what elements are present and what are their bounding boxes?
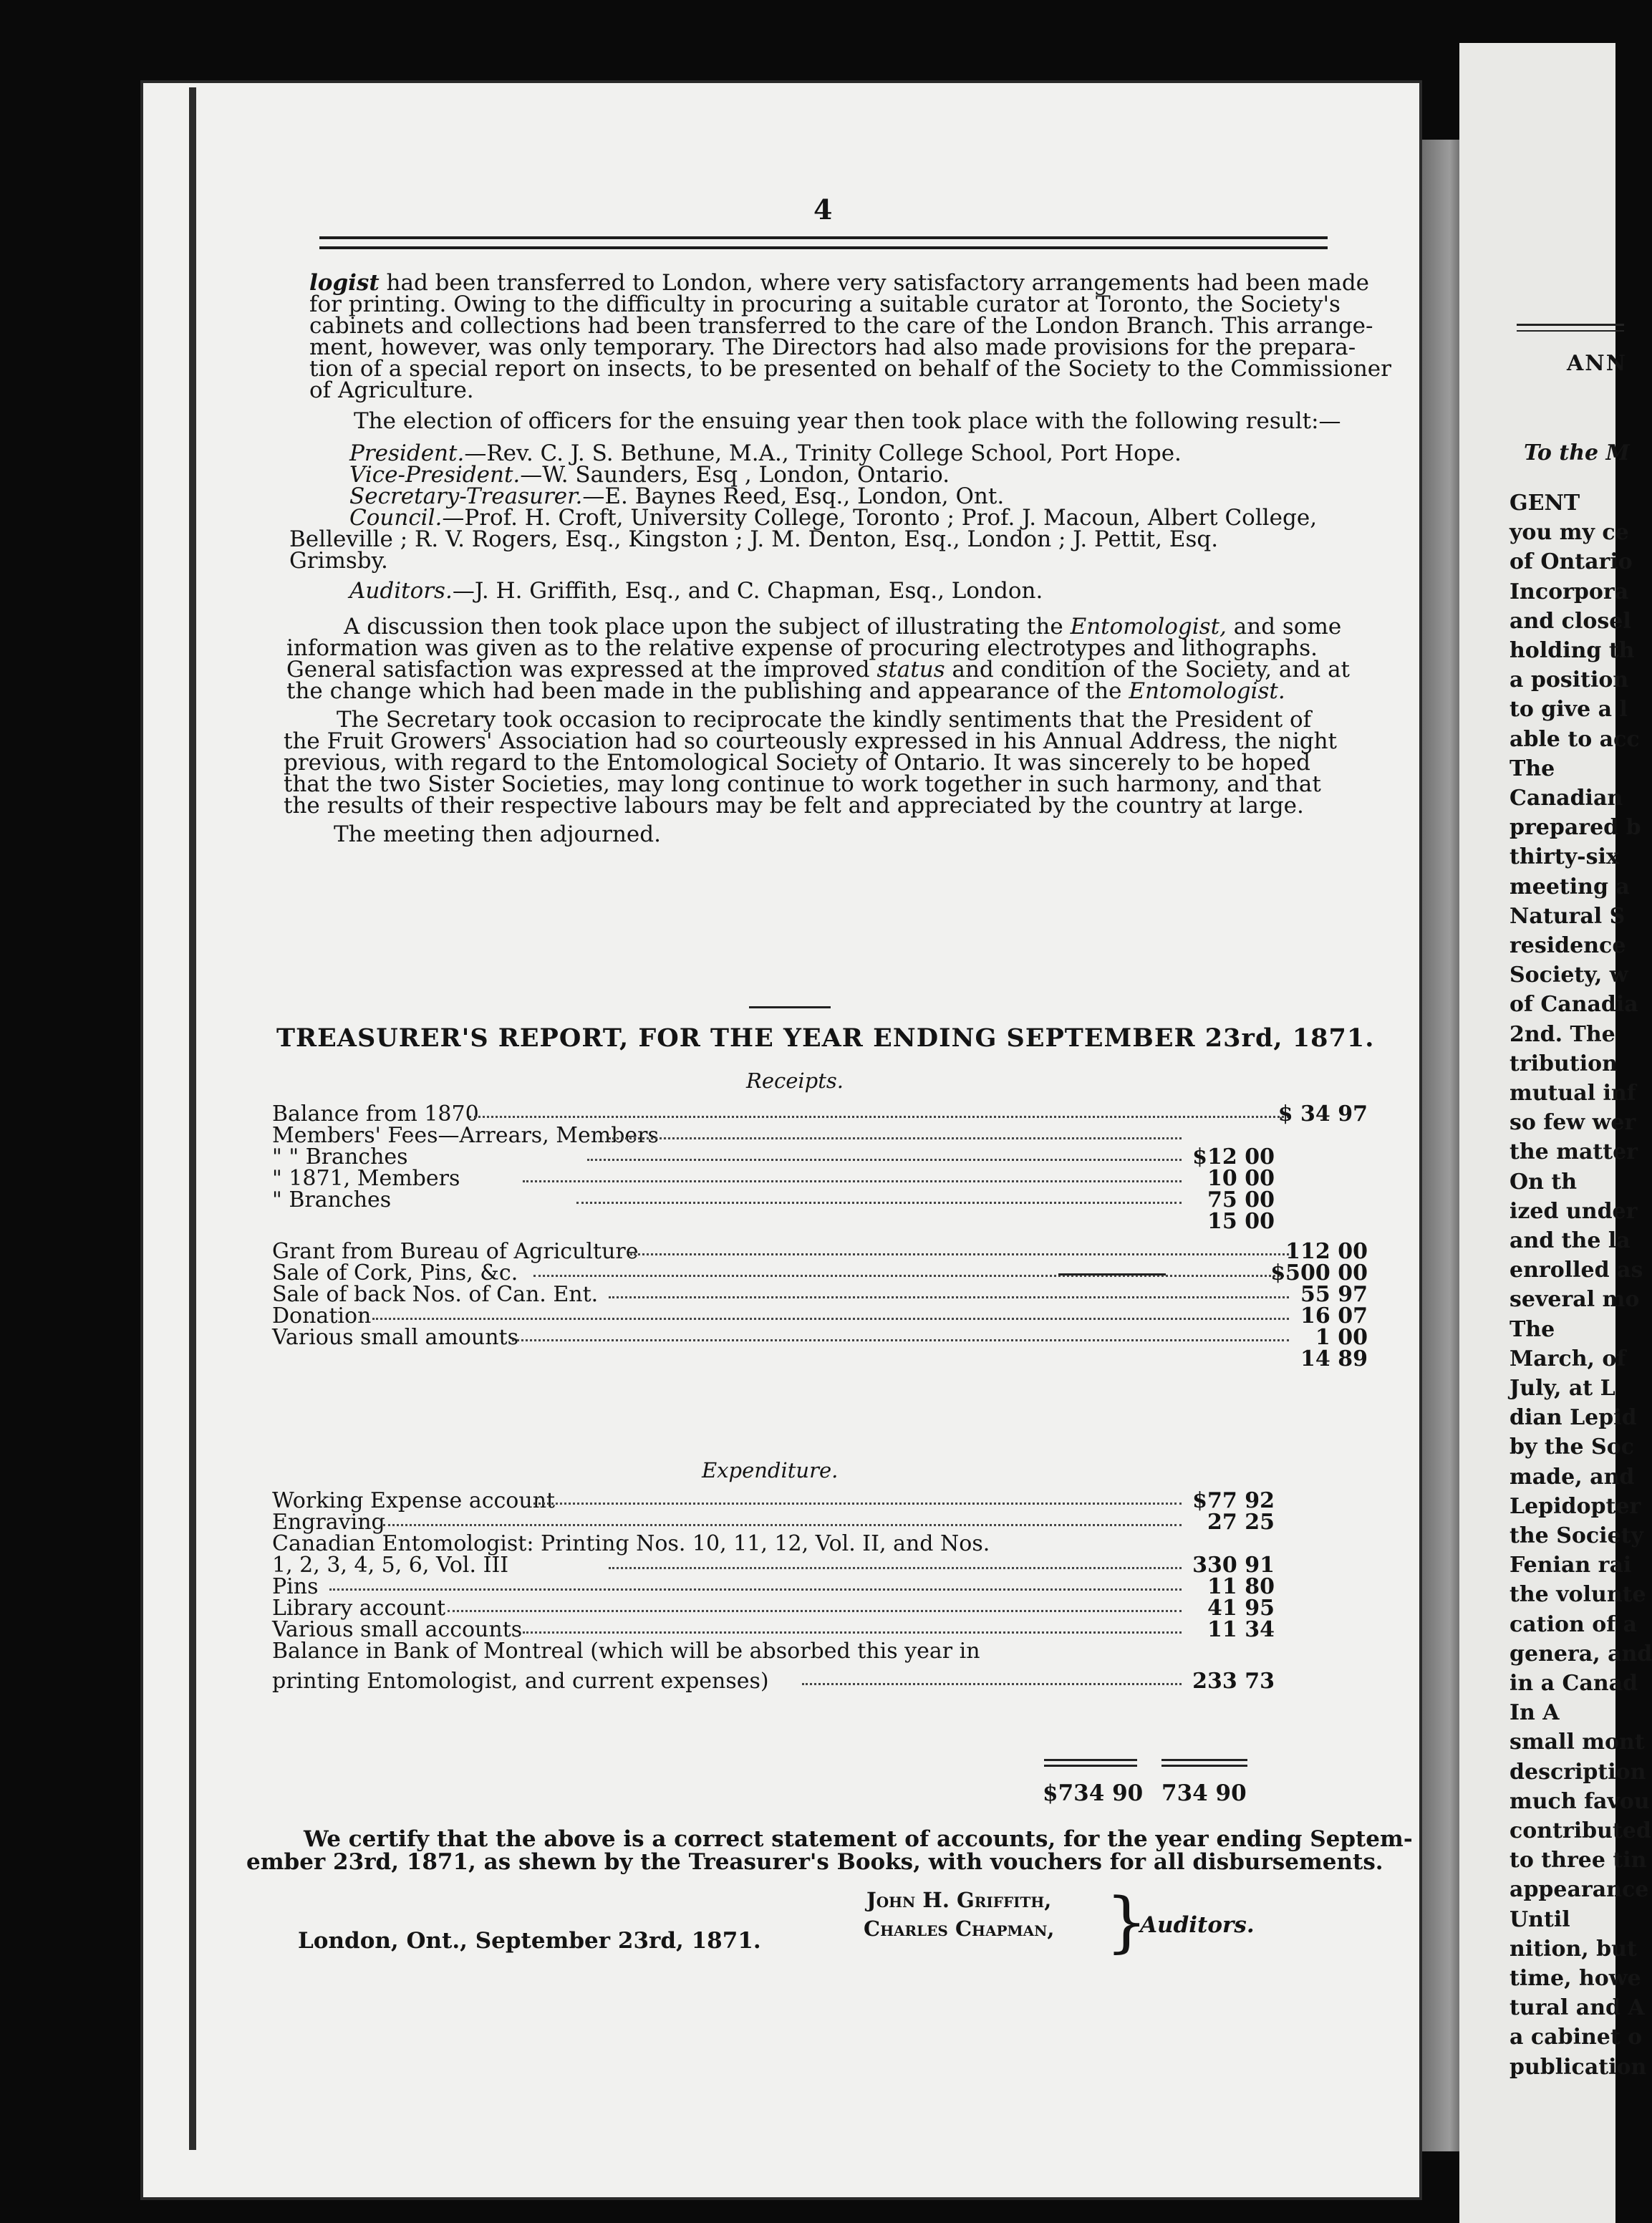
leader-dots — [533, 1490, 1182, 1505]
sec-title: Secretary-Treasurer. — [349, 483, 583, 509]
council-title: Council. — [349, 505, 443, 531]
leader-dots — [448, 1597, 1182, 1612]
right-page-line: residence — [1509, 933, 1626, 958]
auditors-label: Auditors. — [1140, 1912, 1255, 1938]
receipts-sum-rule — [1058, 1273, 1166, 1276]
para3-l3b: status — [876, 657, 945, 683]
right-page-line: to give a l — [1509, 697, 1628, 723]
brace-glyph: } — [1106, 1884, 1148, 1960]
right-page-rule — [1517, 324, 1624, 332]
expenditure-label: Various small accounts — [272, 1617, 523, 1642]
signer-griffith: John H. Griffith, — [866, 1888, 1052, 1912]
receipt-row — [272, 1210, 1332, 1233]
right-page-line: made, and — [1509, 1464, 1635, 1490]
receipt-amount-1: $12 00 — [1192, 1144, 1275, 1170]
para3-l4b: Entomologist. — [1129, 678, 1285, 704]
right-page-line: time, howe — [1509, 1966, 1641, 1991]
right-page-line: a position — [1509, 667, 1629, 693]
receipt-label: Sale of Cork, Pins, &c. — [272, 1260, 518, 1286]
expenditure-amount: 233 73 — [1192, 1669, 1275, 1694]
para4-line3: previous, with regard to the Entomological Society of Ontario. It was sincerely to be hoped — [284, 750, 1310, 776]
right-page-salutation: To the M — [1524, 440, 1630, 466]
president-text: —Rev. C. J. S. Bethune, M.A., Trinity College School, Port Hope. — [464, 440, 1182, 466]
council-text: —Prof. H. Croft, University College, Toronto ; Prof. J. Macoun, Albert College, — [442, 505, 1318, 531]
expenditure-row — [272, 1490, 1332, 1513]
right-page-line: In A — [1509, 1700, 1560, 1726]
expenditure-heading: Expenditure. — [702, 1458, 839, 1482]
receipt-amount-2: 55 97 — [1300, 1282, 1368, 1307]
page-number: 4 — [813, 193, 833, 226]
receipt-row — [272, 1189, 1332, 1212]
receipt-label: Grant from Bureau of Agriculture — [272, 1239, 639, 1264]
receipt-amount-1: 15 00 — [1207, 1209, 1275, 1234]
expenditure-label: Working Expense account — [272, 1488, 556, 1513]
expenditure-label: Pins — [272, 1574, 319, 1599]
right-page-line: Society, w — [1509, 963, 1628, 988]
right-page-line: The — [1509, 1316, 1555, 1342]
right-page-line: contributed — [1509, 1818, 1651, 1843]
officer-council — [349, 507, 1317, 529]
total-right: 734 90 — [1161, 1780, 1247, 1806]
para3-l3a: General satisfaction was expressed at the improved — [286, 657, 870, 683]
para1-line4: ment, however, was only temporary. The Directors had also made provisions for the prepara- — [309, 334, 1356, 360]
total-left: $734 90 — [1043, 1780, 1144, 1806]
para1-line3: cabinets and collections had been transferred to the care of the London Branch. This arrange- — [309, 313, 1373, 339]
right-page-line: you my ce — [1509, 520, 1629, 546]
leader-dots — [329, 1576, 1182, 1591]
receipt-amount-2: 16 07 — [1300, 1303, 1368, 1329]
right-page-line: much favou — [1509, 1788, 1650, 1814]
right-page — [1459, 43, 1652, 2223]
right-page-line: the matter — [1509, 1139, 1638, 1165]
right-page-line: On th — [1509, 1169, 1578, 1195]
leader-dots — [533, 1262, 1289, 1277]
para4-line1: The Secretary took occasion to reciprocate the kindly sentiments that the President of — [337, 707, 1312, 733]
expenditure-row — [272, 1640, 1332, 1663]
leader-dots — [587, 1146, 1182, 1161]
right-page-line: in a Canad — [1509, 1671, 1638, 1696]
total-rule-right — [1161, 1759, 1247, 1767]
receipt-label: Balance from 1870 — [272, 1101, 479, 1127]
page-border — [189, 87, 196, 2150]
para3-line2: information was given as to the relative expense of procuring electrotypes and lithographs. — [286, 635, 1318, 661]
officer-secretary — [349, 483, 1005, 509]
receipt-label: Donation — [272, 1303, 372, 1329]
right-page-line: and the la — [1509, 1228, 1631, 1253]
right-page-line: able to acc — [1509, 726, 1640, 752]
officer-council-3: Grimsby. — [289, 548, 388, 574]
expenditure-label: Canadian Entomologist: Printing Nos. 10, 11, 12, Vol. II, and Nos. — [272, 1531, 990, 1556]
receipt-amount-2: $500 00 — [1270, 1260, 1368, 1286]
right-page-line: so few wer — [1509, 1110, 1636, 1136]
right-page-line: GENT — [1509, 491, 1580, 516]
receipt-label: " " Branches — [272, 1144, 408, 1170]
right-page-line: enrolled as — [1509, 1258, 1643, 1283]
right-page-line: appearance — [1509, 1877, 1649, 1903]
right-page-line: thirty-six — [1509, 844, 1619, 870]
leader-dots — [609, 1124, 1182, 1139]
para3-l1b: Entomologist, — [1070, 614, 1227, 640]
receipt-label: Sale of back Nos. of Can. Ent. — [272, 1282, 599, 1307]
officer-president — [349, 440, 1182, 466]
receipt-amount-1: 10 00 — [1207, 1166, 1275, 1191]
receipts-heading: Receipts. — [746, 1069, 844, 1093]
leader-dots — [383, 1511, 1182, 1526]
para3-l4a: the change which had been made in the publishing and appearance of the — [286, 678, 1122, 704]
auditors-text: —J. H. Griffith, Esq., and C. Chapman, Esq., London. — [452, 578, 1043, 604]
leader-dots — [512, 1326, 1289, 1341]
right-page-line: tural and A — [1509, 1995, 1645, 2021]
report-title: TREASURER'S REPORT, FOR THE YEAR ENDING SEPTEMBER 23rd, 1871. — [276, 1023, 1375, 1053]
para1-line5: tion of a special report on insects, to be presented on behalf of the Society to the Commissioner — [309, 356, 1391, 382]
right-page-line: Lepidopter — [1509, 1493, 1641, 1519]
officer-vice-president — [349, 464, 950, 486]
para3-l1c: and some — [1226, 614, 1342, 640]
right-page-line: mutual inf — [1509, 1081, 1636, 1106]
expenditure-label: Balance in Bank of Montreal (which will be absorbed this year in — [272, 1639, 980, 1664]
right-page-line: genera, and — [1509, 1641, 1652, 1667]
right-page-line: tribution — [1509, 1051, 1618, 1076]
para3-l3c: and condition of the Society, and at — [945, 657, 1351, 683]
right-page-line: and closel — [1509, 608, 1631, 634]
para3-line1 — [344, 614, 1342, 640]
place-date: London, Ont., September 23rd, 1871. — [298, 1928, 761, 1954]
para4-line5: the results of their respective labours may be felt and appreciated by the country at large. — [284, 793, 1304, 819]
para4-line2: the Fruit Growers' Association had so courteously expressed in his Annual Address, the night — [284, 728, 1338, 754]
right-page-line: March, of — [1509, 1346, 1626, 1371]
right-page-line: ized under — [1509, 1198, 1638, 1224]
sec-text: —E. Baynes Reed, Esq., London, Ont. — [582, 483, 1005, 509]
right-page-line: the volunte — [1509, 1582, 1646, 1608]
expenditure-amount: 11 34 — [1207, 1617, 1275, 1642]
receipt-label: Various small amounts — [272, 1325, 518, 1350]
expenditure-amount: 330 91 — [1192, 1553, 1275, 1578]
expenditure-label: Engraving — [272, 1510, 385, 1535]
receipt-row — [272, 1282, 1368, 1307]
expenditure-row — [272, 1670, 1332, 1693]
right-page-line: Fenian rai — [1509, 1553, 1632, 1578]
right-page-line: Until — [1509, 1906, 1570, 1932]
right-page-line: July, at L — [1509, 1376, 1615, 1401]
receipt-amount-2: 14 89 — [1300, 1346, 1368, 1371]
para5: The meeting then adjourned. — [334, 821, 661, 847]
receipt-amount-2: 1 00 — [1315, 1325, 1368, 1350]
expenditure-label: Library account — [272, 1596, 446, 1621]
receipt-label: Members' Fees—Arrears, Members — [272, 1123, 659, 1148]
right-page-line: small mont — [1509, 1730, 1645, 1755]
para3-line4 — [286, 680, 1285, 702]
leader-dots — [576, 1189, 1182, 1204]
header-rule — [319, 236, 1328, 249]
leader-dots — [523, 1619, 1182, 1634]
expenditure-amount: 11 80 — [1207, 1574, 1275, 1599]
right-page-line: Natural S — [1509, 903, 1626, 929]
expenditure-row — [272, 1554, 1332, 1577]
officer-auditors — [349, 580, 1043, 602]
certify-line2: ember 23rd, 1871, as shewn by the Treasurer's Books, with vouchers for all disbursements. — [246, 1849, 1383, 1875]
leader-dots — [469, 1103, 1289, 1118]
right-page-line: a cabinet o — [1509, 2025, 1643, 2050]
vice-title: Vice-President. — [349, 462, 521, 488]
receipt-amount-2: $ 34 97 — [1277, 1101, 1368, 1127]
right-page-line: several mo — [1509, 1287, 1640, 1313]
expenditure-amount: $77 92 — [1192, 1488, 1275, 1513]
right-page-line: meeting a — [1509, 874, 1630, 900]
right-page-line: Canadian — [1509, 786, 1623, 811]
president-title: President. — [349, 440, 465, 466]
leader-dots — [609, 1283, 1289, 1298]
expenditure-label: printing Entomologist, and current expenses) — [272, 1669, 769, 1694]
para3-l1a: A discussion then took place upon the subject of illustrating the — [344, 614, 1063, 640]
right-page-line: of Ontario — [1509, 549, 1633, 575]
para1-line1-text: had been transferred to London, where very satisfactory arrangements had been made — [379, 270, 1370, 296]
right-page-line: dian Lepid — [1509, 1405, 1637, 1431]
certify-line1: We certify that the above is a correct statement of accounts, for the year ending Septem- — [304, 1826, 1413, 1852]
right-page-heading: ANN — [1567, 351, 1628, 376]
right-page-line: The — [1509, 756, 1555, 781]
right-page-line: cation of a — [1509, 1611, 1638, 1637]
expenditure-amount: 27 25 — [1207, 1510, 1275, 1535]
leader-dots — [802, 1670, 1182, 1685]
receipt-row — [272, 1167, 1332, 1190]
expenditure-label: 1, 2, 3, 4, 5, 6, Vol. III — [272, 1553, 509, 1578]
right-page-line: publication — [1509, 2054, 1647, 2080]
para4-line4: that the two Sister Societies, may long continue to work together in such harmony, and that — [284, 771, 1321, 797]
right-page-line: of Canadia — [1509, 992, 1638, 1018]
vice-text: —W. Saunders, Esq , London, Ontario. — [520, 462, 950, 488]
receipt-label: " Branches — [272, 1187, 392, 1212]
right-page-line: description — [1509, 1759, 1646, 1785]
right-page-line: 2nd. The — [1509, 1021, 1615, 1047]
para1-line6: of Agriculture. — [309, 377, 474, 403]
right-page-line: holding th — [1509, 638, 1635, 663]
right-page-line: prepared b — [1509, 815, 1641, 841]
total-rule-left — [1044, 1759, 1137, 1767]
para3-line3 — [286, 657, 1351, 683]
leader-dots — [523, 1167, 1182, 1182]
receipt-row — [272, 1346, 1368, 1371]
officer-council-2: Belleville ; R. V. Rogers, Esq., Kingston ; J. M. Denton, Esq., London ; J. Pettit, Esq. — [289, 526, 1219, 552]
leader-dots — [630, 1240, 1289, 1255]
receipt-label: " 1871, Members — [272, 1166, 460, 1191]
right-page-line: by the Soc — [1509, 1434, 1634, 1460]
receipt-row — [272, 1124, 1332, 1147]
signer-chapman: Charles Chapman, — [864, 1916, 1055, 1941]
auditors-title: Auditors. — [349, 578, 453, 604]
expenditure-amount: 41 95 — [1207, 1596, 1275, 1621]
leader-dots — [372, 1305, 1289, 1320]
right-page-line: nition, but — [1509, 1936, 1637, 1962]
receipt-amount-2: 112 00 — [1285, 1239, 1368, 1264]
para2: The election of officers for the ensuing year then took place with the following result:— — [354, 408, 1341, 434]
receipt-row — [272, 1325, 1368, 1350]
para1-line2: for printing. Owing to the difficulty in procuring a suitable curator at Toronto, the Society's — [309, 291, 1341, 317]
right-page-line: Incorpora — [1509, 579, 1629, 604]
section-rule — [749, 1006, 831, 1008]
para1-line1: logist had been transferred to London, where very satisfactory arrangements had been made — [309, 270, 1370, 296]
right-page-line: to three tin — [1509, 1848, 1647, 1874]
receipt-amount-1: 75 00 — [1207, 1187, 1275, 1212]
leader-dots — [609, 1554, 1182, 1569]
right-page-line: the Society — [1509, 1523, 1643, 1548]
